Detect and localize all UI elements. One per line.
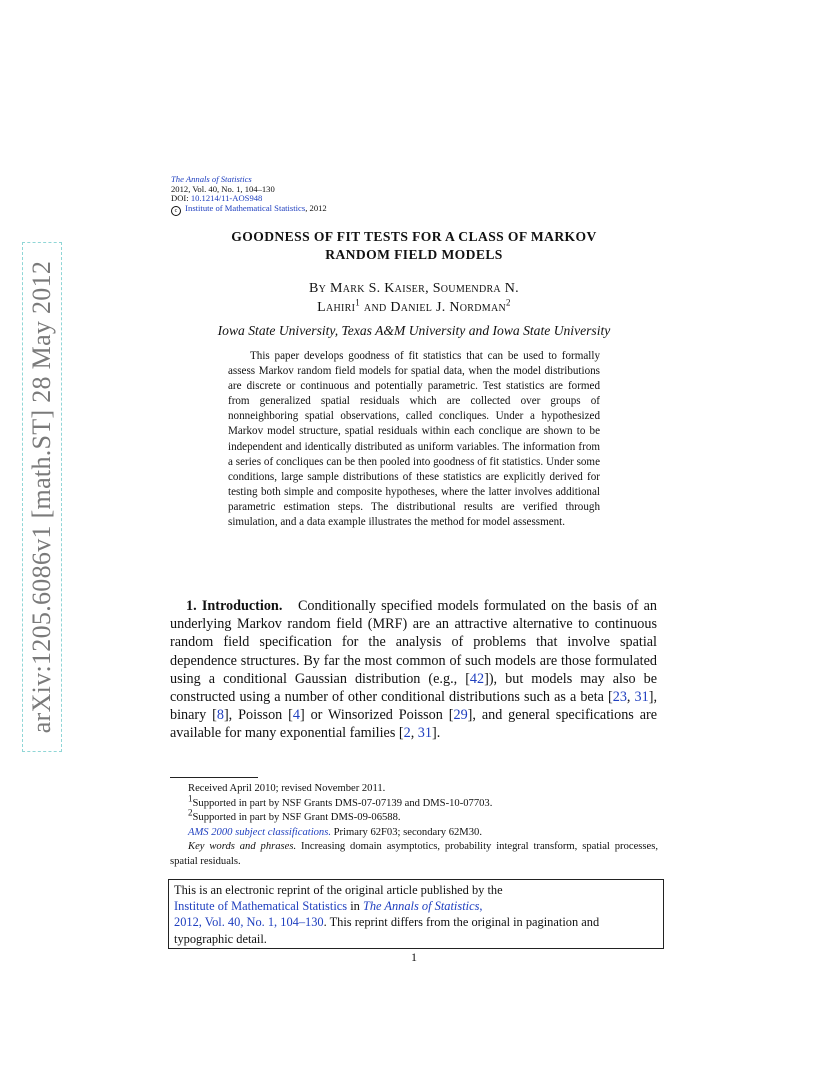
ams-codes: Primary 62F03; secondary 62M30. <box>331 826 482 838</box>
affiliations: Iowa State University, Texas A&M University and Iowa State University <box>217 323 611 338</box>
footnote-ref-1[interactable]: 1 <box>355 297 361 308</box>
intro-text-4: ], Poisson [ <box>223 707 293 724</box>
footnote-ref-2[interactable]: 2 <box>506 297 511 308</box>
reprint-text-1: This is an electronic reprint of the original article published by the <box>174 883 503 897</box>
intro-text-2: ]), but models may also be constructed using a number of other conditional distributions such as a beta [ <box>170 670 657 706</box>
arxiv-side-stamp <box>22 242 62 752</box>
abstract: This paper develops goodness of fit statistics that can be used to formally assess Markov random field models for spatial data, when the model distributions are discrete or continuous and potentially parametric. Test statistics are formed from generalized spatial residuals which are collected over groups of nonneighboring spatial observations, called concliques. Under a hypothesized Markov model structure, spatial residuals within each conclique are shown to be independent and identically distributed as uniform variables. The information from a series of concliques can be then pooled into goodness of fit statistics. Under some conditions, large sample distributions of these statistics are explicitly derived for testing both simple and composite hypotheses, where the latter involves additional parametric estimation steps. The distributional results are verified through simulation, and a data example illustrates the method for model assessment. <box>228 350 600 529</box>
paper-title <box>160 228 668 264</box>
author-kaiser: Mark S. Kaiser, <box>330 281 429 296</box>
footnote-2-mark: 2 <box>188 807 193 818</box>
ams-link[interactable]: AMS 2000 subject classifications. <box>188 826 332 838</box>
citation-sep: , <box>626 689 635 706</box>
journal-header <box>171 175 327 216</box>
keywords-text: Increasing domain asymptotics, probability integral transform, spatial processes, spatial residuals. <box>170 841 658 867</box>
footnote-1-mark: 1 <box>188 793 193 804</box>
journal-name-link[interactable]: The Annals of Statistics <box>171 174 252 184</box>
reprint-notice-box <box>168 879 664 949</box>
footnote-1 <box>170 793 658 812</box>
footnote-2 <box>170 807 658 826</box>
footnote-rule <box>170 777 258 778</box>
introduction-paragraph <box>170 597 657 743</box>
journal-issue: 2012, Vol. 40, No. 1, 104–130 <box>171 183 275 194</box>
footnote-1-text: Supported in part by NSF Grants DMS-07-07139 and DMS-10-07703. <box>192 797 493 809</box>
author-nordman: Daniel J. Nordman <box>390 300 507 315</box>
citation-8[interactable]: 8 <box>216 707 224 724</box>
by-label: By <box>309 281 327 296</box>
citation-42[interactable]: 42 <box>469 670 485 687</box>
intro-text-3: ], binary [ <box>170 689 657 724</box>
footnote-2-text: Supported in part by NSF Grant DMS-09-06588. <box>192 812 401 824</box>
reprint-in: in <box>347 899 363 914</box>
author-lahiri-first: Soumendra N. <box>432 281 519 296</box>
copyright-year: , 2012 <box>305 202 327 213</box>
publisher-link[interactable]: Institute of Mathematical Statistics <box>185 202 306 213</box>
doi-label: DOI: <box>171 193 191 204</box>
citation-29[interactable]: 29 <box>453 707 468 724</box>
ams-classification <box>170 826 658 841</box>
author-line-1 <box>160 279 668 298</box>
intro-text-1: Conditionally specified models formulated on the basis of an underlying Markov random field (MRF) are an attractive alternative to continuous random field specification for the analysis of problems that involve spatial dependence structures. By far the most common of such models are those formulated using a conditional Gaussian distribution (e.g., [ <box>170 598 657 687</box>
citation-23[interactable]: 23 <box>612 689 627 706</box>
footnotes <box>170 782 658 870</box>
section-heading: 1. Introduction. <box>186 598 283 614</box>
reprint-comma: , <box>479 899 483 914</box>
title-line-2: RANDOM FIELD MODELS <box>325 247 503 262</box>
reprint-text-2: . This reprint differs from the original in pagination and typographic detail. <box>174 915 600 946</box>
copyright-line <box>171 204 327 216</box>
keywords-label: Key words and phrases. <box>188 841 297 853</box>
copyright-icon: c <box>171 206 181 216</box>
reprint-issue-link[interactable]: 2012, Vol. 40, No. 1, 104–130 <box>174 915 324 930</box>
keywords <box>170 840 658 869</box>
intro-text-7: ]. <box>431 725 441 742</box>
received-note: Received April 2010; revised November 2011. <box>188 783 386 794</box>
title-line-1: GOODNESS OF FIT TESTS FOR A CLASS OF MARKOV <box>231 229 597 244</box>
author-lahiri-last: Lahiri <box>317 300 356 315</box>
arxiv-identifier: arXiv:1205.6086v1 [math.ST] 28 May 2012 <box>27 260 56 734</box>
page-number: 1 <box>411 950 417 964</box>
doi-link[interactable]: 10.1214/11-AOS948 <box>190 193 263 204</box>
citation-2[interactable]: 2 <box>403 725 411 742</box>
reprint-journal-link[interactable]: The Annals of Statistics <box>362 899 480 914</box>
citation-31[interactable]: 31 <box>634 689 649 706</box>
citation-4[interactable]: 4 <box>292 707 300 724</box>
author-line-2 <box>160 298 668 317</box>
and-label: and <box>363 300 387 315</box>
intro-text-5: ] or Winsorized Poisson [ <box>299 707 454 724</box>
citation-31[interactable]: 31 <box>417 725 432 742</box>
intro-text-6: ], and general specifications are available for many exponential families [ <box>170 707 658 742</box>
author-block <box>160 279 668 317</box>
reprint-publisher-link[interactable]: Institute of Mathematical Statistics <box>174 899 348 914</box>
citation-sep: , <box>410 725 418 742</box>
